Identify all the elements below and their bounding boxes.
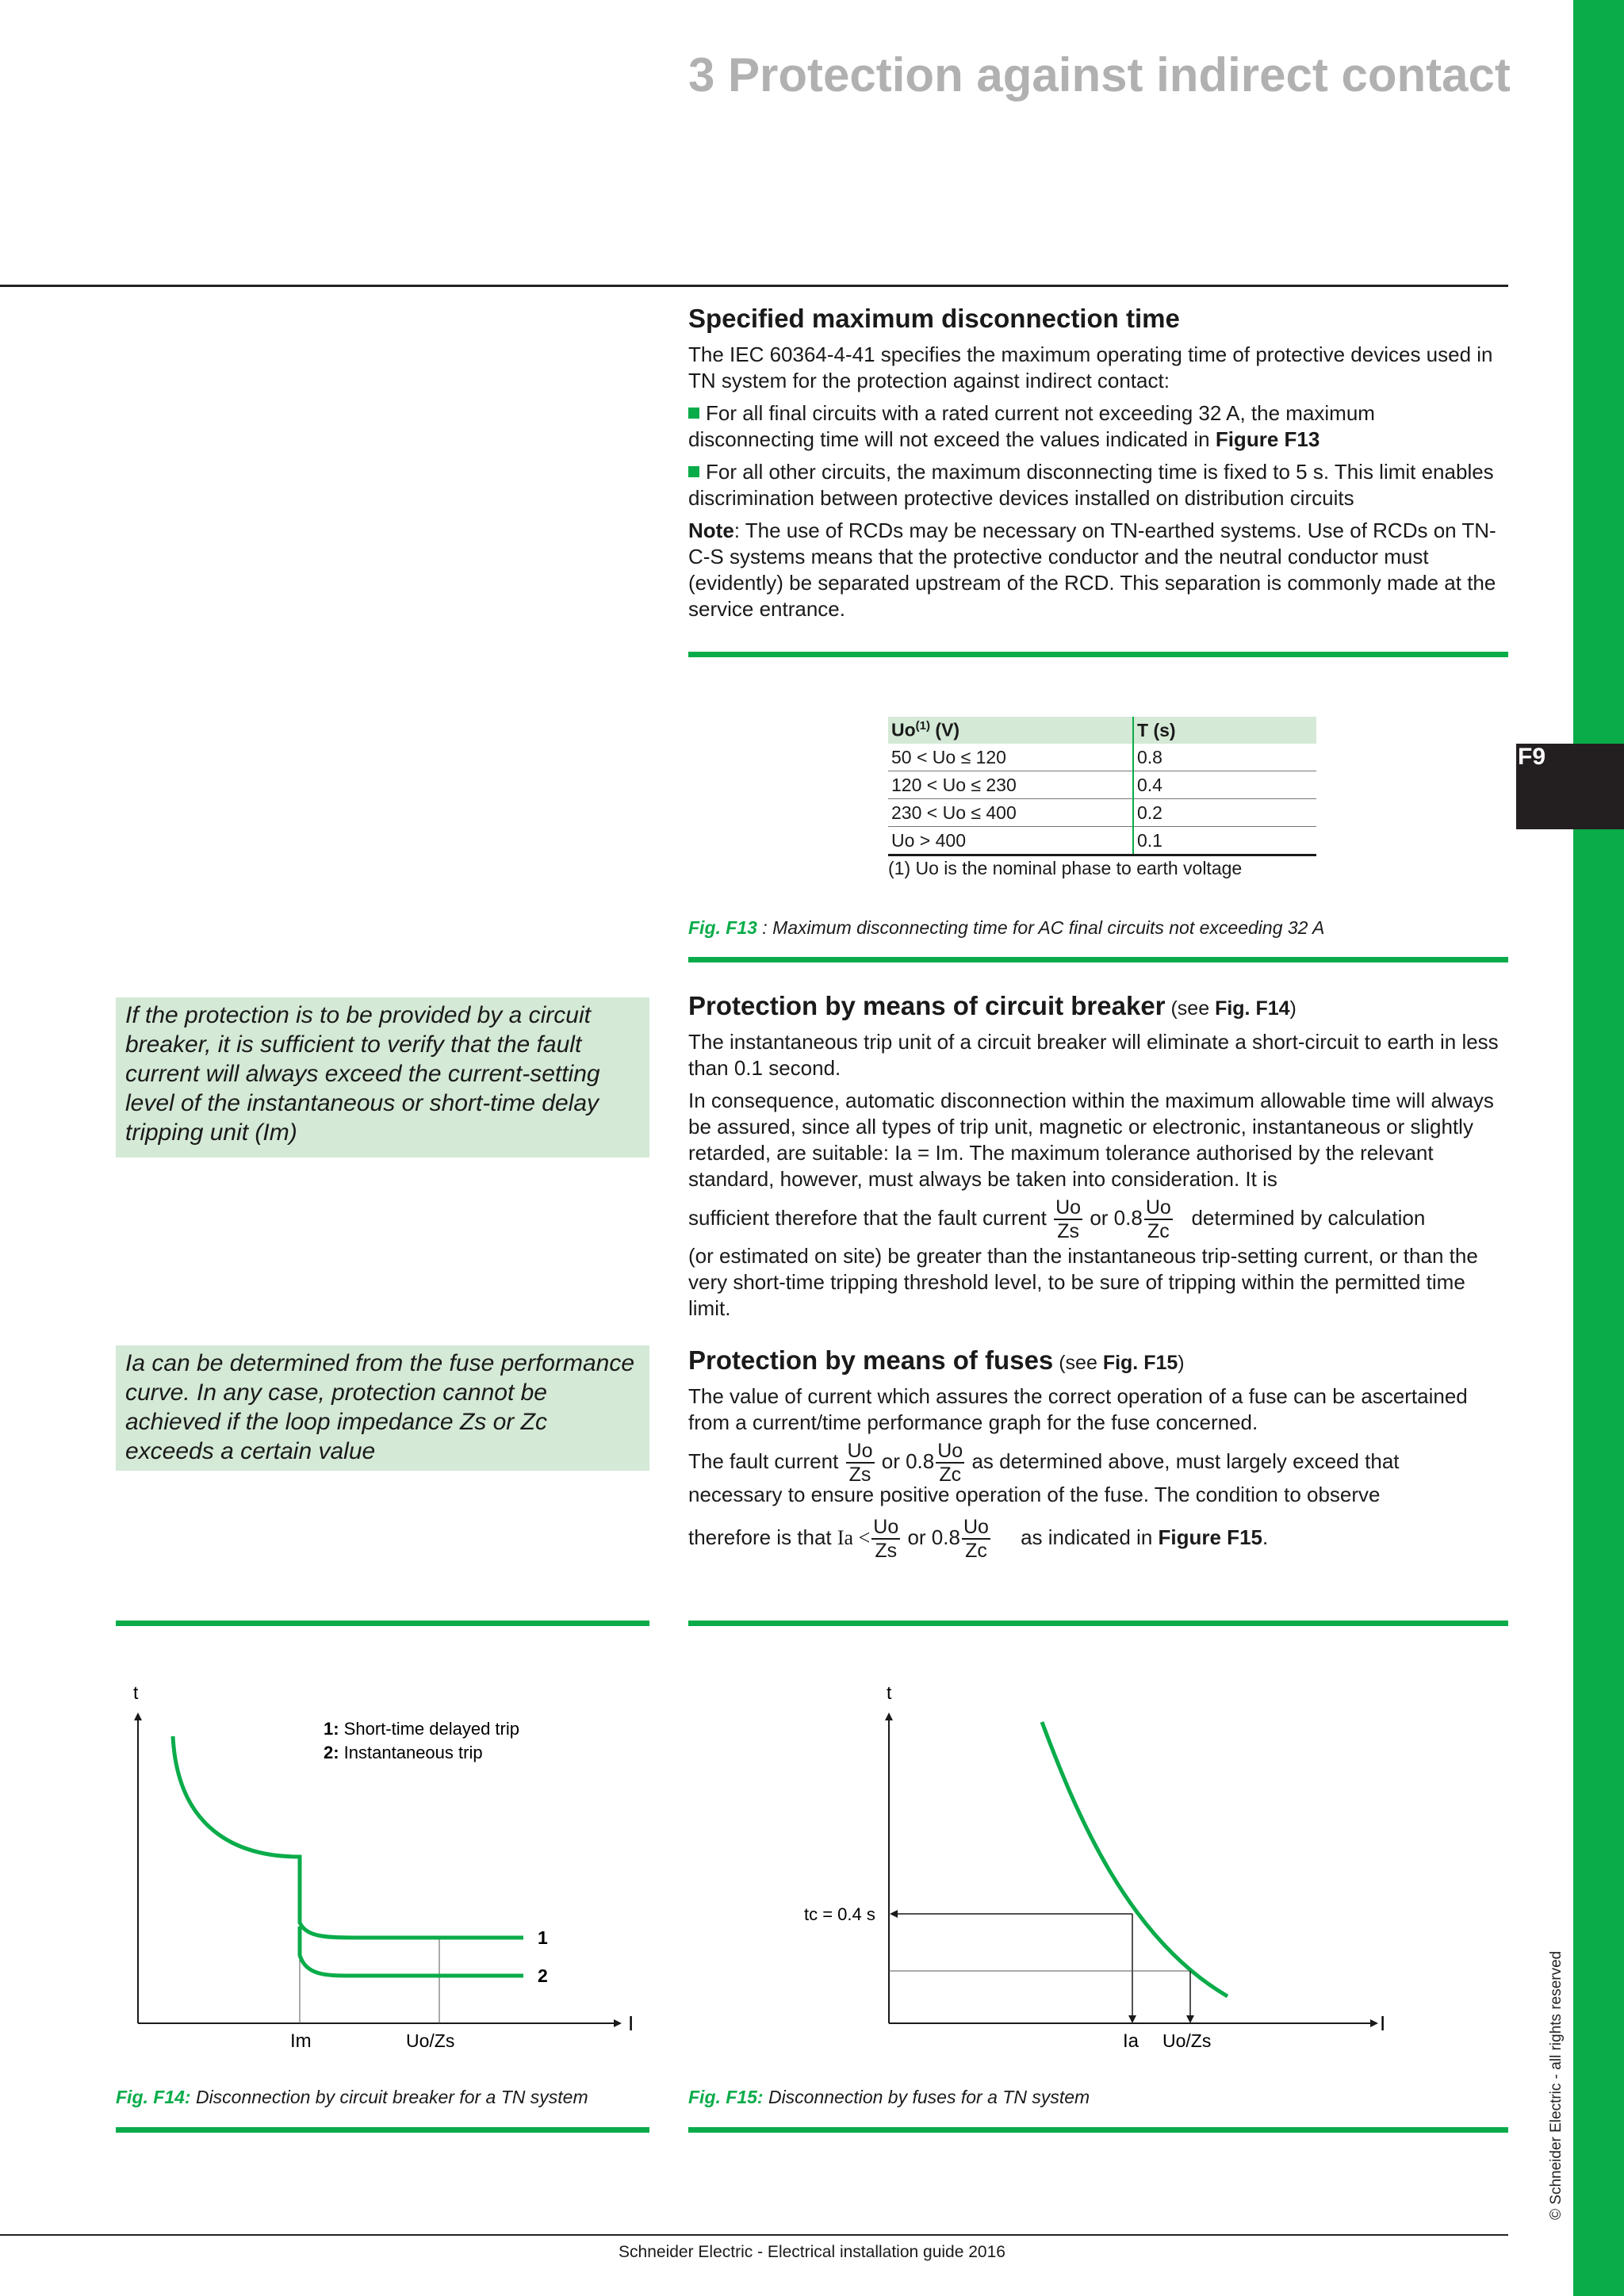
tc-label: tc = 0.4 s [804, 1904, 875, 1924]
table-cell-t: 0.1 [1133, 827, 1316, 855]
curve-short-time-delayed [173, 1736, 523, 1938]
figure-caption-f13: Fig. F13 : Maximum disconnecting time for AC final circuits not exceeding 32 A [688, 917, 1325, 938]
table-cell-t: 0.8 [1133, 744, 1316, 771]
figure-divider [688, 2127, 1508, 2133]
figure-divider [116, 2127, 649, 2133]
paragraph: (or estimated on site) be greater than the instantaneous trip-setting current, or than the very short-time tripping threshold level, to be sure of tripping within the permitted time limit. [688, 1244, 1478, 1320]
note-label: Note [688, 519, 734, 542]
bullet-text: For all other circuits, the maximum disconnecting time is fixed to 5 s. This limit enables discrimination between protective devices installed on distribution circuits [688, 460, 1494, 510]
sidebar-note-fuses: Ia can be determined from the fuse performance curve. In any case, protection cannot be achieved if the loop impedance Zs or Zc exceeds a certain value [116, 1345, 649, 1471]
formula-line: The fault current $\frac{Uo}{Zs}$ or 0.8 $\frac{Uo}{Zc}$ as determined above, must largely exceed that [688, 1440, 1400, 1487]
t-axis-label: t [887, 1682, 892, 1703]
bullet-square-icon [688, 408, 699, 419]
figure-f15-diagram [688, 1673, 1508, 2053]
figure-reference: Figure F13 [1215, 427, 1320, 451]
tick-label-uozs: Uo/Zs [1162, 2030, 1212, 2051]
fraction-uo-zs: $\frac{Uo}{Zs}$ [847, 1440, 873, 1487]
chapter-title: 3 Protection against indirect contact [688, 48, 1511, 101]
tick-label-ia: Ia [1123, 2030, 1139, 2052]
header-rule [0, 285, 1508, 287]
footer-rule [0, 2234, 1508, 2236]
section-heading-fuses: Protection by means of fuses (see Fig. F15) [688, 1345, 1185, 1375]
formula-line: sufficient therefore that the fault current $\frac{Uo}{Zs}$ or 0.8 $\frac{Uo}{Zc}$ determined by calculation [688, 1196, 1426, 1243]
curve-1-label: 1 [538, 1927, 548, 1948]
intro-paragraph: The IEC 60364-4-41 specifies the maximum operating time of protective devices used in TN system for the protection against indirect contact: [688, 342, 1493, 392]
paragraph: In consequence, automatic disconnection within the maximum allowable time will always be assured, since all types of trip unit, magnetic or electronic, instantaneous or slightly retarded, are suitable: Ia = Im. The maximum tolerance authorised by the relevant standard, however, must always be taken into consideration. It is [688, 1089, 1494, 1191]
table-header-row [888, 717, 1316, 744]
bullet-item [688, 459, 1505, 511]
table-cell-uo: 120 < Uo ≤ 230 [888, 771, 1133, 799]
i-axis-label: I [1380, 2011, 1386, 2035]
tick-label-im: Im [290, 2030, 312, 2052]
legend-2: 2: Instantaneous trip [324, 1743, 483, 1762]
section-tab-label: F9 [1518, 744, 1546, 770]
fraction-uo-zs: $\frac{Uo}{Zs}$ [873, 1516, 899, 1563]
curve-2-label: 2 [538, 1965, 548, 1986]
table-row [888, 771, 1316, 799]
paragraph: The value of current which assures the correct operation of a fuse can be ascertained from a current/time performance graph for the fuse concerned. [688, 1384, 1468, 1434]
figure-divider [116, 1621, 649, 1626]
t-axis-label: t [133, 1682, 139, 1703]
table-row [888, 799, 1316, 827]
figure-caption-f15: Fig. F15: Disconnection by fuses for a TN system [688, 2087, 1090, 2107]
paragraph: The instantaneous trip unit of a circuit breaker will eliminate a short-circuit to earth in less than 0.1 second. [688, 1030, 1499, 1080]
figure-f14-diagram [116, 1673, 649, 2053]
voltage-time-table [888, 717, 1316, 856]
i-axis-label: I [628, 2011, 634, 2035]
table-cell-uo: 50 < Uo ≤ 120 [888, 744, 1133, 771]
section-body-disconnection-time [688, 342, 1505, 629]
fraction-uo-zc: $\frac{Uo}{Zc}$ [963, 1516, 989, 1563]
footer-text: Schneider Electric - Electrical installation guide 2016 [619, 2243, 1005, 2261]
curve-instantaneous [300, 1927, 523, 1976]
table-row [888, 827, 1316, 855]
bullet-item [688, 400, 1505, 453]
legend-1: 1: Short-time delayed trip [324, 1719, 519, 1739]
note-text: : The use of RCDs may be necessary on TN-earthed systems. Use of RCDs on TN-C-S systems means that the protective conductor and the neutral conductor must (evidently) be separated upstream of the RCD. This separation is commonly made at the service entrance. [688, 519, 1496, 621]
table-header-t: T (s) [1133, 717, 1316, 744]
sidebar-note-circuit-breaker: If the protection is to be provided by a circuit breaker, it is sufficient to verify that the fault current will always exceed the current-setting level of the instantaneous or short-time delay tripping unit (Im) [116, 997, 649, 1158]
table-row [888, 744, 1316, 771]
section-divider [688, 957, 1508, 962]
table-header-uo: Uo$^{(1)}$ (V) [888, 717, 1133, 744]
table-cell-uo: 230 < Uo ≤ 400 [888, 799, 1133, 827]
fraction-uo-zc: $\frac{Uo}{Zc}$ [937, 1440, 963, 1487]
sidebar-green-band [1573, 0, 1624, 2296]
table-cell-t: 0.2 [1133, 799, 1316, 827]
table-cell-uo: Uo > 400 [888, 827, 1133, 855]
paragraph: necessary to ensure positive operation of the fuse. The condition to observe [688, 1483, 1381, 1506]
fuse-curve [1042, 1722, 1228, 1996]
formula-line-condition: therefore is that Ia < $\frac{Uo}{Zs}$ or 0.8 $\frac{Uo}{Zc}$ as indicated in Figure F15. [688, 1516, 1269, 1563]
note-paragraph [688, 518, 1505, 622]
section-heading-circuit-breaker: Protection by means of circuit breaker (see Fig. F14) [688, 991, 1297, 1020]
table-cell-t: 0.4 [1133, 771, 1316, 799]
table-footnote: (1) Uo is the nominal phase to earth voltage [888, 858, 1243, 878]
fraction-uo-zs: $\frac{Uo}{Zs}$ [1055, 1196, 1082, 1243]
figure-divider [688, 1621, 1508, 1626]
bullet-text: For all final circuits with a rated current not exceeding 32 A, the maximum disconnecting time will not exceed the values indicated in [688, 401, 1375, 451]
tick-label-uozs: Uo/Zs [406, 2030, 455, 2051]
fraction-uo-zc: $\frac{Uo}{Zc}$ [1145, 1196, 1171, 1243]
section-divider [688, 652, 1508, 657]
table-f13 [888, 717, 1316, 879]
section-heading-disconnection-time: Specified maximum disconnection time [688, 304, 1180, 333]
copyright-notice: © Schneider Electric - all rights reserved [1548, 1950, 1565, 2220]
section-body-fuses [688, 1383, 1508, 1567]
bullet-square-icon [688, 466, 699, 477]
figure-caption-f14: Fig. F14: Disconnection by circuit breaker for a TN system [116, 2087, 588, 2107]
section-body-circuit-breaker [688, 1029, 1508, 1328]
